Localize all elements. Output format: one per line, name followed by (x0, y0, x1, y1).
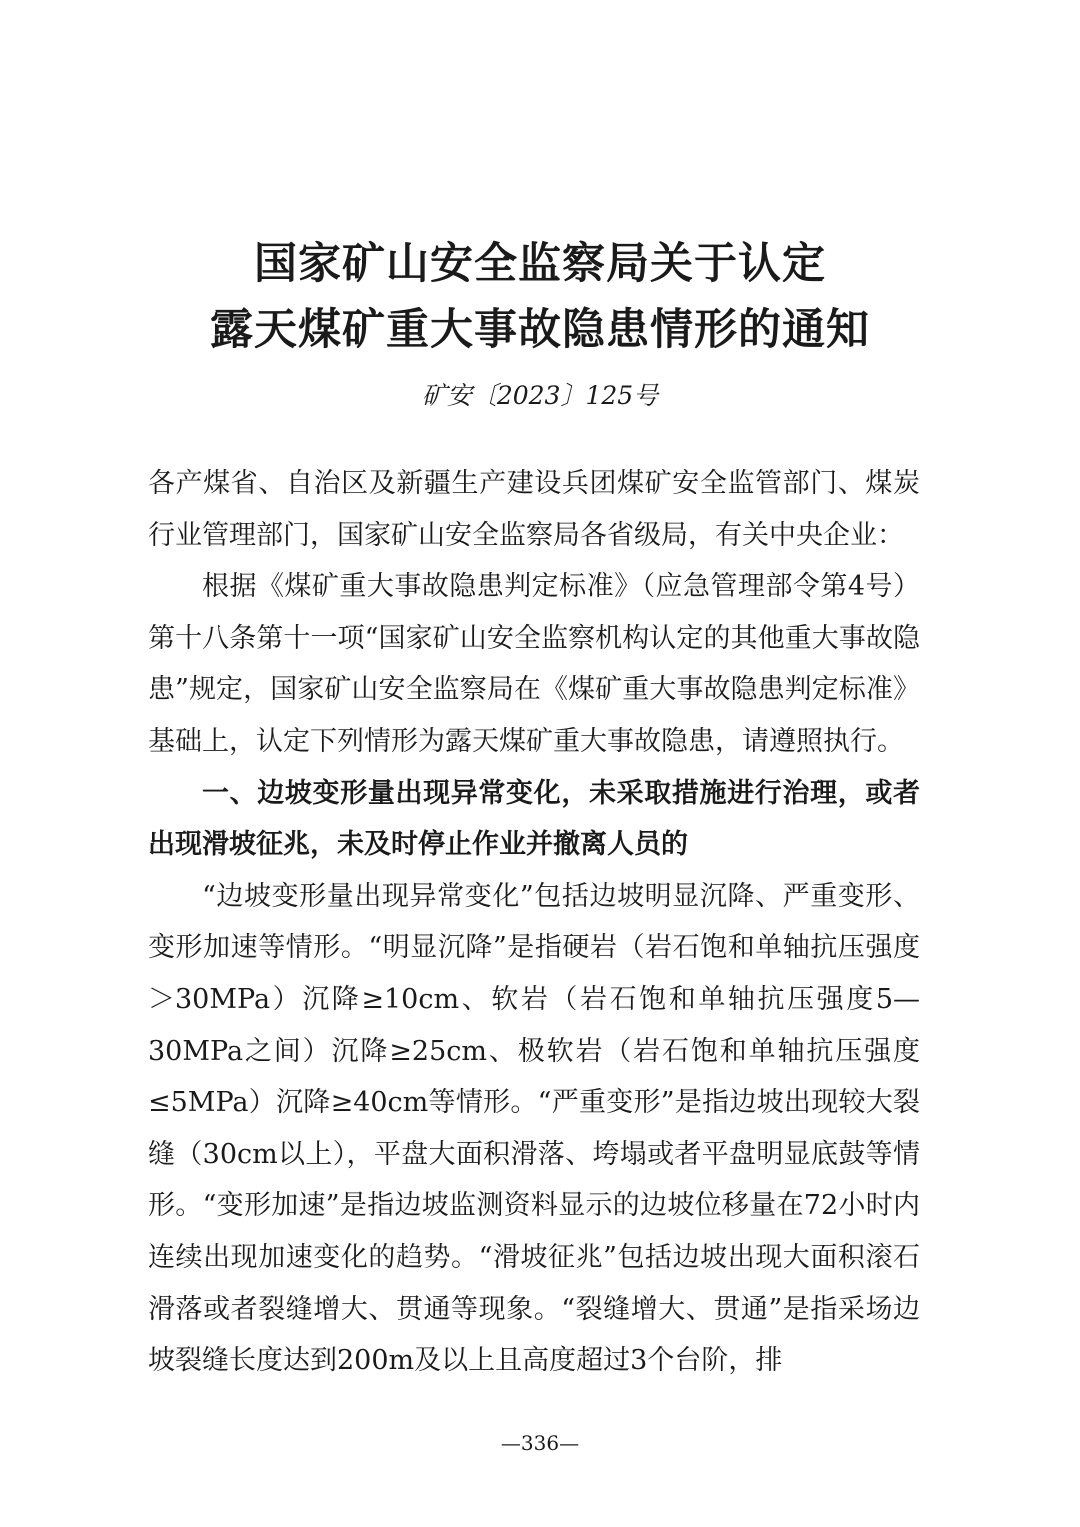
section-heading-1: 一、边坡变形量出现异常变化，未采取措施进行治理，或者出现滑坡征兆，未及时停止作业并撤离人员的 (148, 777, 920, 861)
document-title-line1: 国家矿山安全监察局关于认定 (254, 239, 826, 289)
page-number: —336— (500, 1431, 580, 1455)
addressee-paragraph: 各产煤省、自治区及新疆生产建设兵团煤矿安全监管部门、煤炭行业管理部门，国家矿山安全监察局各省级局，有关中央企业： (148, 468, 920, 551)
section-1-paragraph: “边坡变形量出现异常变化”包括边坡明显沉降、严重变形、变形加速等情形。“明显沉降”是指硬岩（岩石饱和单轴抗压强度＞30MPa）沉降≥10cm、软岩（岩石饱和单轴抗压强度5—30MPa之间）沉降≥25cm、极软岩（岩石饱和单轴抗压强度≤5MPa）沉降≥40cm等情形。“严重变形”是指边坡出现较大裂缝（30cm以上），平盘大面积滑落、垮塌或者平盘明显底鼓等情形。“变形加速”是指边坡监测资料显示的边坡位移量在72小时内连续出现加速变化的趋势。“滑坡征兆”包括边坡出现大面积滚石滑落或者裂缝增大、贯通等现象。“裂缝增大、贯通”是指采场边坡裂缝长度达到200m及以上且高度超过3个台阶，排 (148, 880, 920, 1377)
document-number: 矿安〔2023〕125号 (421, 381, 659, 410)
document-body (148, 458, 920, 1387)
intro-paragraph: 根据《煤矿重大事故隐患判定标准》（应急管理部令第4号）第十八条第十一项“国家矿山安全监察机构认定的其他重大事故隐患”规定，国家矿山安全监察局在《煤矿重大事故隐患判定标准》基础上，认定下列情形为露天煤矿重大事故隐患，请遵照执行。 (148, 571, 920, 757)
document-title-line2: 露天煤矿重大事故隐患情形的通知 (210, 305, 870, 355)
